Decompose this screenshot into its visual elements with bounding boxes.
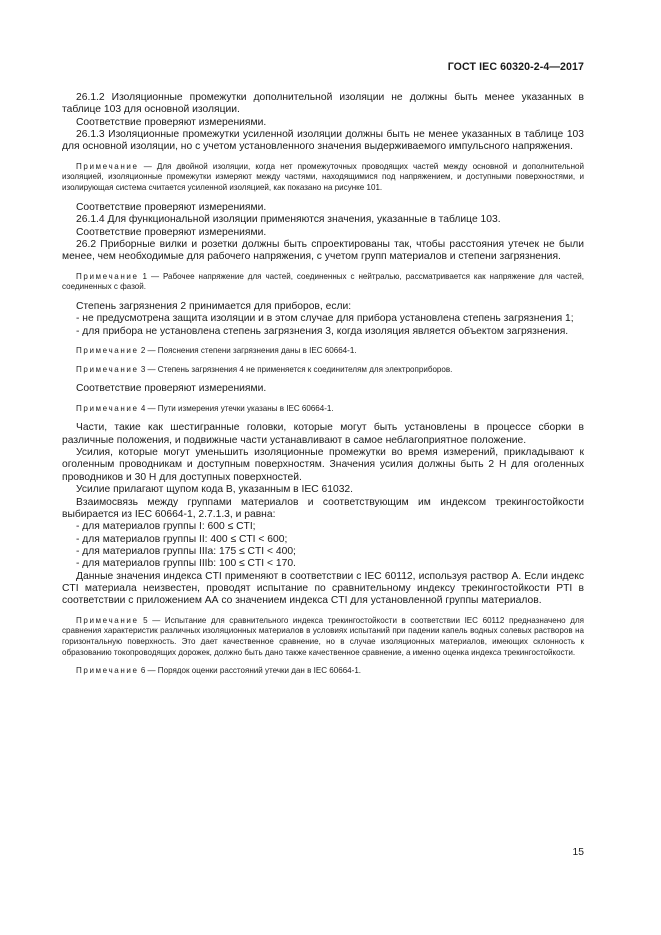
note-label: Примечание xyxy=(76,403,139,413)
clause-26-1-2: 26.1.2 Изоляционные промежутки дополнительной изоляции не должны быть менее указанных в таблице 103 для основной изоляции. xyxy=(62,92,584,116)
compliance-line: Соответствие проверяют измерениями. xyxy=(76,383,267,395)
clause-26-1-4: 26.1.4 Для функциональной изоляции применяются значения, указанные в таблице 103. xyxy=(76,214,501,226)
probe-paragraph: Усилие прилагают щупом кода В, указанным в IEC 61032. xyxy=(76,484,354,496)
note-3 xyxy=(62,365,584,376)
note-text: 1 — Рабочее напряжение для частей, соединенных с нейтралью, рассматривается как напряжение для частей, соединенных с фазой. xyxy=(62,271,584,292)
note-4 xyxy=(62,404,584,415)
note-text: 6 — Порядок оценки расстояний утечки дан в IEC 60664-1. xyxy=(138,666,362,676)
compliance-line: Соответствие проверяют измерениями. xyxy=(76,226,267,238)
note-double-insulation xyxy=(62,162,584,194)
note-label: Примечание xyxy=(76,364,139,374)
note-text: 3 — Степень загрязнения 4 не применяется к соединителям для электроприборов. xyxy=(138,364,453,374)
list-item: - для прибора не установлена степень загрязнения 3, когда изоляция является объектом загрязнения. xyxy=(76,325,569,337)
note-label: Примечание xyxy=(76,345,139,355)
hex-heads-paragraph: Части, такие как шестигранные головки, которые могут быть установлены в процессе сборки в различные положения, и подвижные части устанавливают в самое неблагоприятное положение. xyxy=(62,422,584,446)
note-1 xyxy=(62,272,584,293)
note-5 xyxy=(62,616,584,659)
page-number: 15 xyxy=(572,847,584,858)
note-text: 2 — Пояснения степени загрязнения даны в IEC 60664-1. xyxy=(138,345,357,355)
list-item: - для материалов группы I: 600 ≤ CTI; xyxy=(76,521,256,533)
list-item: - для материалов группы IIIa: 175 ≤ CTI < 400; xyxy=(76,545,296,557)
standard-header: ГОСТ IEC 60320-2-4—2017 xyxy=(447,61,584,73)
note-text: 5 — Испытание для сравнительного индекса трекингостойкости в соответствии IEC 60112 предназначено для сравнения характеристик различных изоляционных материалов в условиях испытаний при падении капель водных солевых растворов на горизонтальную поверхность. Это дает качественное сравнение, но в случае изоляционных материалов, имеющих склонность к образованию токопроводящих дорожек, должно быть дано также качественное сравнение, а именно оценка индекса трекингостойкости. xyxy=(62,615,584,657)
forces-paragraph: Усилия, которые могут уменьшить изоляционные промежутки во время измерений, прикладывают к оголенным проводникам и доступным поверхностям. Значения усилия должны быть 2 Н для оголенных проводников и 30 Н для доступных поверхностей. xyxy=(62,447,584,483)
cti-application-paragraph: Данные значения индекса CTI применяют в соответствии с IEC 60112, используя раствор А. Если индекс CTI материала неизвестен, проводят испытание по сравнительному индексу трекингостойкости PTI в соответствии с приложением АА со значением индекса CTI для установленной группы материалов. xyxy=(62,570,584,607)
document-body xyxy=(62,92,584,685)
note-text: 4 — Пути измерения утечки указаны в IEC 60664-1. xyxy=(138,403,334,413)
note-label: Примечание xyxy=(76,161,139,171)
note-6 xyxy=(62,666,584,677)
cti-relationship-paragraph: Взаимосвязь между группами материалов и соответствующим им индексом трекингостойкости выбирается из IEC 60664-1, 2.7.1.3, и равна: xyxy=(62,496,584,520)
list-item: - для материалов группы IIIb: 100 ≤ CTI < 170. xyxy=(76,558,296,570)
list-item: - не предусмотрена защита изоляции и в этом случае для прибора установлена степень загрязнения 1; xyxy=(76,313,574,325)
clause-26-2: 26.2 Приборные вилки и розетки должны быть спроектированы так, чтобы расстояния утечек не были менее, чем необходимые для рабочего напряжения, с учетом групп материалов и степени загрязнения. xyxy=(62,238,584,263)
clause-26-1-3: 26.1.3 Изоляционные промежутки усиленной изоляции должны быть не менее указанных в таблице 103 для основной изоляции, но с учетом установленного значения выдерживаемого импульсного напряжения. xyxy=(62,129,584,153)
pollution-degree-intro: Степень загрязнения 2 принимается для приборов, если: xyxy=(76,300,352,312)
note-label: Примечание xyxy=(76,271,139,281)
note-label: Примечание xyxy=(76,615,139,625)
compliance-line: Соответствие проверяют измерениями. xyxy=(76,116,267,128)
list-item: - для материалов группы II: 400 ≤ CTI < 600; xyxy=(76,533,288,545)
compliance-line: Соответствие проверяют измерениями. xyxy=(76,201,267,213)
note-2 xyxy=(62,346,584,357)
note-label: Примечание xyxy=(76,666,139,676)
note-text: — Для двойной изоляции, когда нет промежуточных проводящих частей между основной и дополнительной изоляцией, изоляционные промежутки измеряют между частями, находящимися под напряжением, и доступными поверхностями, и изолирующая система считается усиленной изоляцией, как показано на рисунке 101. xyxy=(62,161,584,193)
